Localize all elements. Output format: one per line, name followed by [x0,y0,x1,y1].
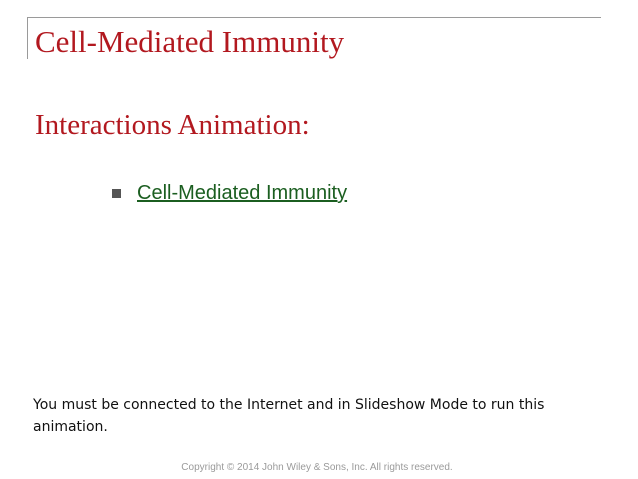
slide-frame-left-line [27,17,28,59]
animation-link[interactable]: Cell-Mediated Immunity [137,182,348,204]
internet-requirement-note: You must be connected to the Internet and in Slideshow Mode to run this animation. [33,397,545,435]
slide-subtitle: Interactions Animation: [35,109,310,141]
slide-title: Cell-Mediated Immunity [35,24,345,59]
slide-frame-top-line [27,17,601,18]
square-bullet-icon [112,189,121,198]
bullet-item [112,178,347,208]
copyright-text: Copyright © 2014 John Wiley & Sons, Inc. All rights reserved. [181,462,453,473]
copyright-footer [0,461,638,475]
